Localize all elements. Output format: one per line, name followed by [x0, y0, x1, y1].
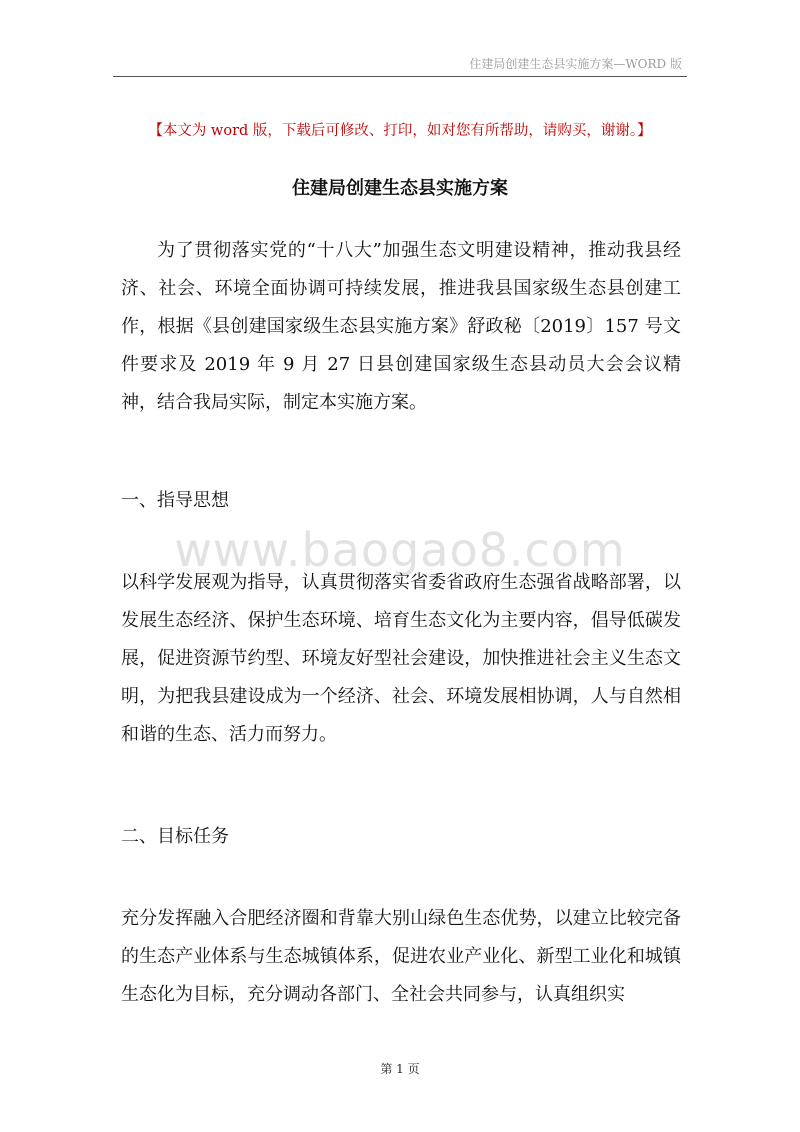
section-heading-goals: 二、目标任务 [121, 826, 229, 847]
section-heading-guiding-thought: 一、指导思想 [121, 490, 229, 511]
purchase-notice: 【本文为 word 版，下载后可修改、打印，如对您有所帮助，请购买，谢谢。】 [148, 123, 652, 139]
header-divider [113, 76, 687, 77]
document-title: 住建局创建生态县实施方案 [292, 178, 508, 199]
intro-paragraph: 为了贯彻落实党的“十八大”加强生态文明建设精神，推动我县经济、社会、环境全面协调可持续发展，推进我县国家级生态县创建工作，根据《县创建国家级生态县实施方案》舒政秘〔2019〕157 号文件要求及 2019 年 9 月 27 日县创建国家级生态县动员大会会议精神，结合我局实际，制定本实施方案。 [121, 240, 681, 413]
page-number: 第 1 页 [380, 1062, 420, 1076]
watermark: www.baogao8.com [174, 523, 626, 577]
section-body-goals: 充分发挥融入合肥经济圈和背靠大别山绿色生态优势，以建立比较完备的生态产业体系与生态城镇体系，促进农业产业化、新型工业化和城镇生态化为目标，充分调动各部门、全社会共同参与，认真组织实 [121, 908, 681, 1005]
running-header: 住建局创建生态县实施方案—WORD 版 [469, 57, 682, 71]
section-body-guiding-thought: 以科学发展观为指导，认真贯彻落实省委省政府生态强省战略部署，以发展生态经济、保护生态环境、培育生态文化为主要内容，倡导低碳发展，促进资源节约型、环境友好型社会建设，加快推进社会主义生态文明，为把我县建设成为一个经济、社会、环境发展相协调，人与自然相和谐的生态、活力而努力。 [121, 572, 681, 745]
